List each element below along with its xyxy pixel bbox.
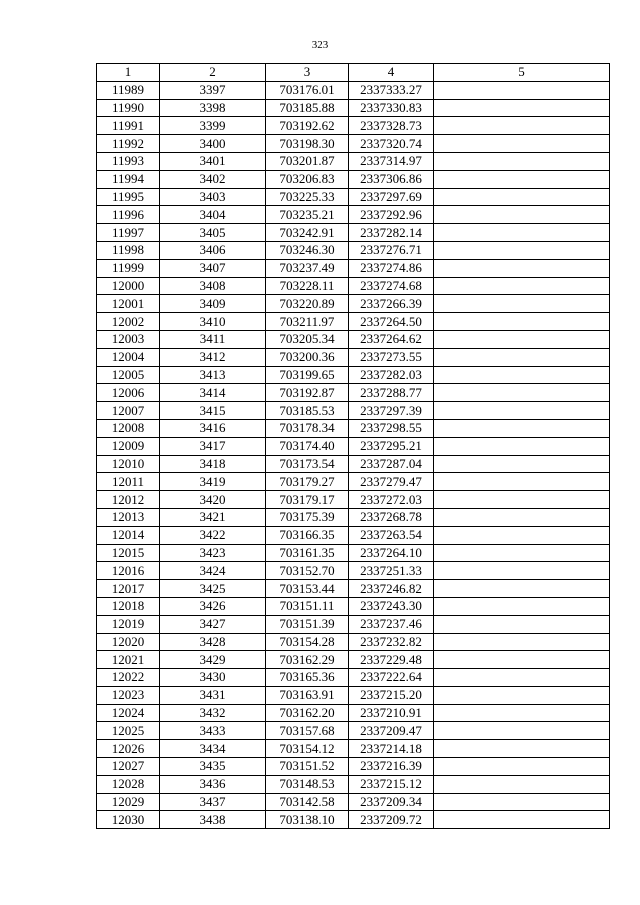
point-number-cell: 11995	[97, 188, 160, 206]
note-cell	[434, 366, 610, 384]
note-cell	[434, 562, 610, 580]
table-row	[97, 775, 610, 793]
x-coordinate-cell: 703166.35	[266, 526, 349, 544]
table-row	[97, 224, 610, 242]
point-number-cell: 12023	[97, 686, 160, 704]
table-row	[97, 437, 610, 455]
point-number-cell: 12022	[97, 669, 160, 687]
note-cell	[434, 793, 610, 811]
x-coordinate-cell: 703237.49	[266, 259, 349, 277]
x-coordinate-cell: 703192.62	[266, 117, 349, 135]
point-number-cell: 12025	[97, 722, 160, 740]
x-coordinate-cell: 703198.30	[266, 135, 349, 153]
point-number-cell: 12028	[97, 775, 160, 793]
table-row	[97, 330, 610, 348]
point-number-cell: 12027	[97, 758, 160, 776]
note-cell	[434, 491, 610, 509]
note-cell	[434, 437, 610, 455]
point-number-cell: 12029	[97, 793, 160, 811]
index-cell: 3433	[160, 722, 266, 740]
note-cell	[434, 135, 610, 153]
y-coordinate-cell: 2337215.12	[349, 775, 434, 793]
column-header-1: 1	[97, 64, 160, 82]
point-number-cell: 11996	[97, 206, 160, 224]
y-coordinate-cell: 2337279.47	[349, 473, 434, 491]
point-number-cell: 12002	[97, 313, 160, 331]
index-cell: 3404	[160, 206, 266, 224]
page-number: 323	[311, 39, 329, 51]
index-cell: 3405	[160, 224, 266, 242]
y-coordinate-cell: 2337287.04	[349, 455, 434, 473]
coordinates-table	[96, 63, 610, 829]
table-row	[97, 686, 610, 704]
column-header-5: 5	[434, 64, 610, 82]
table-row	[97, 384, 610, 402]
note-cell	[434, 384, 610, 402]
point-number-cell: 12026	[97, 740, 160, 758]
table-row	[97, 170, 610, 188]
note-cell	[434, 348, 610, 366]
column-header-4: 4	[349, 64, 434, 82]
index-cell: 3416	[160, 419, 266, 437]
table-row	[97, 615, 610, 633]
index-cell: 3414	[160, 384, 266, 402]
index-cell: 3408	[160, 277, 266, 295]
y-coordinate-cell: 2337263.54	[349, 526, 434, 544]
index-cell: 3427	[160, 615, 266, 633]
x-coordinate-cell: 703142.58	[266, 793, 349, 811]
x-coordinate-cell: 703162.29	[266, 651, 349, 669]
table-row	[97, 206, 610, 224]
point-number-cell: 12014	[97, 526, 160, 544]
note-cell	[434, 722, 610, 740]
x-coordinate-cell: 703178.34	[266, 419, 349, 437]
table-row	[97, 722, 610, 740]
index-cell: 3398	[160, 99, 266, 117]
note-cell	[434, 508, 610, 526]
index-cell: 3412	[160, 348, 266, 366]
point-number-cell: 12005	[97, 366, 160, 384]
table-row	[97, 135, 610, 153]
y-coordinate-cell: 2337264.10	[349, 544, 434, 562]
point-number-cell: 12010	[97, 455, 160, 473]
index-cell: 3428	[160, 633, 266, 651]
y-coordinate-cell: 2337272.03	[349, 491, 434, 509]
table-row	[97, 295, 610, 313]
index-cell: 3409	[160, 295, 266, 313]
note-cell	[434, 419, 610, 437]
y-coordinate-cell: 2337243.30	[349, 597, 434, 615]
index-cell: 3437	[160, 793, 266, 811]
point-number-cell: 12016	[97, 562, 160, 580]
index-cell: 3432	[160, 704, 266, 722]
note-cell	[434, 597, 610, 615]
x-coordinate-cell: 703225.33	[266, 188, 349, 206]
point-number-cell: 11993	[97, 152, 160, 170]
note-cell	[434, 633, 610, 651]
x-coordinate-cell: 703162.20	[266, 704, 349, 722]
table-row	[97, 811, 610, 829]
note-cell	[434, 99, 610, 117]
table-row	[97, 419, 610, 437]
index-cell: 3423	[160, 544, 266, 562]
index-cell: 3406	[160, 241, 266, 259]
note-cell	[434, 704, 610, 722]
point-number-cell: 12004	[97, 348, 160, 366]
x-coordinate-cell: 703148.53	[266, 775, 349, 793]
index-cell: 3418	[160, 455, 266, 473]
point-number-cell: 11998	[97, 241, 160, 259]
point-number-cell: 12015	[97, 544, 160, 562]
table-row	[97, 597, 610, 615]
y-coordinate-cell: 2337282.03	[349, 366, 434, 384]
header-row	[97, 64, 610, 82]
table-row	[97, 152, 610, 170]
index-cell: 3417	[160, 437, 266, 455]
x-coordinate-cell: 703153.44	[266, 580, 349, 598]
table-row	[97, 580, 610, 598]
y-coordinate-cell: 2337320.74	[349, 135, 434, 153]
index-cell: 3434	[160, 740, 266, 758]
y-coordinate-cell: 2337222.64	[349, 669, 434, 687]
x-coordinate-cell: 703220.89	[266, 295, 349, 313]
index-cell: 3420	[160, 491, 266, 509]
point-number-cell: 12006	[97, 384, 160, 402]
note-cell	[434, 295, 610, 313]
point-number-cell: 12019	[97, 615, 160, 633]
y-coordinate-cell: 2337273.55	[349, 348, 434, 366]
x-coordinate-cell: 703163.91	[266, 686, 349, 704]
index-cell: 3421	[160, 508, 266, 526]
x-coordinate-cell: 703138.10	[266, 811, 349, 829]
point-number-cell: 12000	[97, 277, 160, 295]
note-cell	[434, 224, 610, 242]
y-coordinate-cell: 2337264.62	[349, 330, 434, 348]
note-cell	[434, 740, 610, 758]
note-cell	[434, 615, 610, 633]
table-row	[97, 241, 610, 259]
index-cell: 3413	[160, 366, 266, 384]
note-cell	[434, 811, 610, 829]
index-cell: 3415	[160, 402, 266, 420]
y-coordinate-cell: 2337232.82	[349, 633, 434, 651]
index-cell: 3438	[160, 811, 266, 829]
table-row	[97, 669, 610, 687]
note-cell	[434, 402, 610, 420]
index-cell: 3424	[160, 562, 266, 580]
note-cell	[434, 686, 610, 704]
point-number-cell: 12013	[97, 508, 160, 526]
y-coordinate-cell: 2337268.78	[349, 508, 434, 526]
table-row	[97, 793, 610, 811]
column-header-2: 2	[160, 64, 266, 82]
y-coordinate-cell: 2337292.96	[349, 206, 434, 224]
point-number-cell: 11990	[97, 99, 160, 117]
note-cell	[434, 669, 610, 687]
point-number-cell: 12021	[97, 651, 160, 669]
note-cell	[434, 81, 610, 99]
index-cell: 3426	[160, 597, 266, 615]
x-coordinate-cell: 703165.36	[266, 669, 349, 687]
table-row	[97, 491, 610, 509]
x-coordinate-cell: 703175.39	[266, 508, 349, 526]
table-row	[97, 508, 610, 526]
table-row	[97, 259, 610, 277]
y-coordinate-cell: 2337330.83	[349, 99, 434, 117]
table-row	[97, 455, 610, 473]
x-coordinate-cell: 703200.36	[266, 348, 349, 366]
y-coordinate-cell: 2337274.68	[349, 277, 434, 295]
index-cell: 3411	[160, 330, 266, 348]
y-coordinate-cell: 2337215.20	[349, 686, 434, 704]
note-cell	[434, 313, 610, 331]
point-number-cell: 11994	[97, 170, 160, 188]
table-row	[97, 348, 610, 366]
y-coordinate-cell: 2337237.46	[349, 615, 434, 633]
point-number-cell: 11989	[97, 81, 160, 99]
table-row	[97, 544, 610, 562]
index-cell: 3407	[160, 259, 266, 277]
y-coordinate-cell: 2337314.97	[349, 152, 434, 170]
y-coordinate-cell: 2337209.34	[349, 793, 434, 811]
x-coordinate-cell: 703174.40	[266, 437, 349, 455]
index-cell: 3429	[160, 651, 266, 669]
x-coordinate-cell: 703235.21	[266, 206, 349, 224]
column-header-3: 3	[266, 64, 349, 82]
note-cell	[434, 241, 610, 259]
index-cell: 3431	[160, 686, 266, 704]
y-coordinate-cell: 2337306.86	[349, 170, 434, 188]
point-number-cell: 12011	[97, 473, 160, 491]
index-cell: 3425	[160, 580, 266, 598]
point-number-cell: 12009	[97, 437, 160, 455]
point-number-cell: 12020	[97, 633, 160, 651]
table-row	[97, 473, 610, 491]
y-coordinate-cell: 2337288.77	[349, 384, 434, 402]
x-coordinate-cell: 703151.11	[266, 597, 349, 615]
table-row	[97, 526, 610, 544]
note-cell	[434, 259, 610, 277]
point-number-cell: 11997	[97, 224, 160, 242]
table-row	[97, 99, 610, 117]
table-row	[97, 188, 610, 206]
x-coordinate-cell: 703176.01	[266, 81, 349, 99]
y-coordinate-cell: 2337214.18	[349, 740, 434, 758]
x-coordinate-cell: 703185.88	[266, 99, 349, 117]
note-cell	[434, 758, 610, 776]
x-coordinate-cell: 703154.28	[266, 633, 349, 651]
y-coordinate-cell: 2337276.71	[349, 241, 434, 259]
table-row	[97, 313, 610, 331]
point-number-cell: 12008	[97, 419, 160, 437]
y-coordinate-cell: 2337251.33	[349, 562, 434, 580]
y-coordinate-cell: 2337209.47	[349, 722, 434, 740]
y-coordinate-cell: 2337282.14	[349, 224, 434, 242]
note-cell	[434, 473, 610, 491]
y-coordinate-cell: 2337246.82	[349, 580, 434, 598]
y-coordinate-cell: 2337297.39	[349, 402, 434, 420]
note-cell	[434, 775, 610, 793]
y-coordinate-cell: 2337210.91	[349, 704, 434, 722]
note-cell	[434, 117, 610, 135]
index-cell: 3402	[160, 170, 266, 188]
note-cell	[434, 526, 610, 544]
x-coordinate-cell: 703161.35	[266, 544, 349, 562]
point-number-cell: 11991	[97, 117, 160, 135]
index-cell: 3403	[160, 188, 266, 206]
note-cell	[434, 651, 610, 669]
point-number-cell: 12030	[97, 811, 160, 829]
x-coordinate-cell: 703192.87	[266, 384, 349, 402]
table-body	[97, 81, 610, 828]
note-cell	[434, 330, 610, 348]
table-row	[97, 81, 610, 99]
y-coordinate-cell: 2337209.72	[349, 811, 434, 829]
table-row	[97, 277, 610, 295]
x-coordinate-cell: 703154.12	[266, 740, 349, 758]
note-cell	[434, 170, 610, 188]
table-row	[97, 562, 610, 580]
x-coordinate-cell: 703157.68	[266, 722, 349, 740]
note-cell	[434, 206, 610, 224]
point-number-cell: 11999	[97, 259, 160, 277]
x-coordinate-cell: 703185.53	[266, 402, 349, 420]
x-coordinate-cell: 703179.27	[266, 473, 349, 491]
point-number-cell: 11992	[97, 135, 160, 153]
y-coordinate-cell: 2337266.39	[349, 295, 434, 313]
index-cell: 3422	[160, 526, 266, 544]
point-number-cell: 12007	[97, 402, 160, 420]
table-row	[97, 117, 610, 135]
y-coordinate-cell: 2337264.50	[349, 313, 434, 331]
table-row	[97, 740, 610, 758]
table-header	[97, 64, 610, 82]
table-row	[97, 704, 610, 722]
note-cell	[434, 188, 610, 206]
index-cell: 3401	[160, 152, 266, 170]
x-coordinate-cell: 703152.70	[266, 562, 349, 580]
point-number-cell: 12017	[97, 580, 160, 598]
index-cell: 3435	[160, 758, 266, 776]
point-number-cell: 12001	[97, 295, 160, 313]
note-cell	[434, 277, 610, 295]
table-row	[97, 651, 610, 669]
x-coordinate-cell: 703205.34	[266, 330, 349, 348]
point-number-cell: 12003	[97, 330, 160, 348]
x-coordinate-cell: 703151.52	[266, 758, 349, 776]
x-coordinate-cell: 703228.11	[266, 277, 349, 295]
x-coordinate-cell: 703199.65	[266, 366, 349, 384]
y-coordinate-cell: 2337333.27	[349, 81, 434, 99]
note-cell	[434, 455, 610, 473]
y-coordinate-cell: 2337298.55	[349, 419, 434, 437]
y-coordinate-cell: 2337328.73	[349, 117, 434, 135]
y-coordinate-cell: 2337274.86	[349, 259, 434, 277]
x-coordinate-cell: 703151.39	[266, 615, 349, 633]
note-cell	[434, 544, 610, 562]
table-row	[97, 402, 610, 420]
index-cell: 3419	[160, 473, 266, 491]
table-row	[97, 366, 610, 384]
x-coordinate-cell: 703246.30	[266, 241, 349, 259]
index-cell: 3400	[160, 135, 266, 153]
table-row	[97, 633, 610, 651]
y-coordinate-cell: 2337216.39	[349, 758, 434, 776]
x-coordinate-cell: 703211.97	[266, 313, 349, 331]
point-number-cell: 12024	[97, 704, 160, 722]
index-cell: 3399	[160, 117, 266, 135]
y-coordinate-cell: 2337297.69	[349, 188, 434, 206]
x-coordinate-cell: 703201.87	[266, 152, 349, 170]
y-coordinate-cell: 2337229.48	[349, 651, 434, 669]
x-coordinate-cell: 703242.91	[266, 224, 349, 242]
point-number-cell: 12012	[97, 491, 160, 509]
note-cell	[434, 580, 610, 598]
index-cell: 3410	[160, 313, 266, 331]
table-row	[97, 758, 610, 776]
point-number-cell: 12018	[97, 597, 160, 615]
x-coordinate-cell: 703179.17	[266, 491, 349, 509]
index-cell: 3397	[160, 81, 266, 99]
note-cell	[434, 152, 610, 170]
index-cell: 3430	[160, 669, 266, 687]
x-coordinate-cell: 703173.54	[266, 455, 349, 473]
index-cell: 3436	[160, 775, 266, 793]
y-coordinate-cell: 2337295.21	[349, 437, 434, 455]
x-coordinate-cell: 703206.83	[266, 170, 349, 188]
